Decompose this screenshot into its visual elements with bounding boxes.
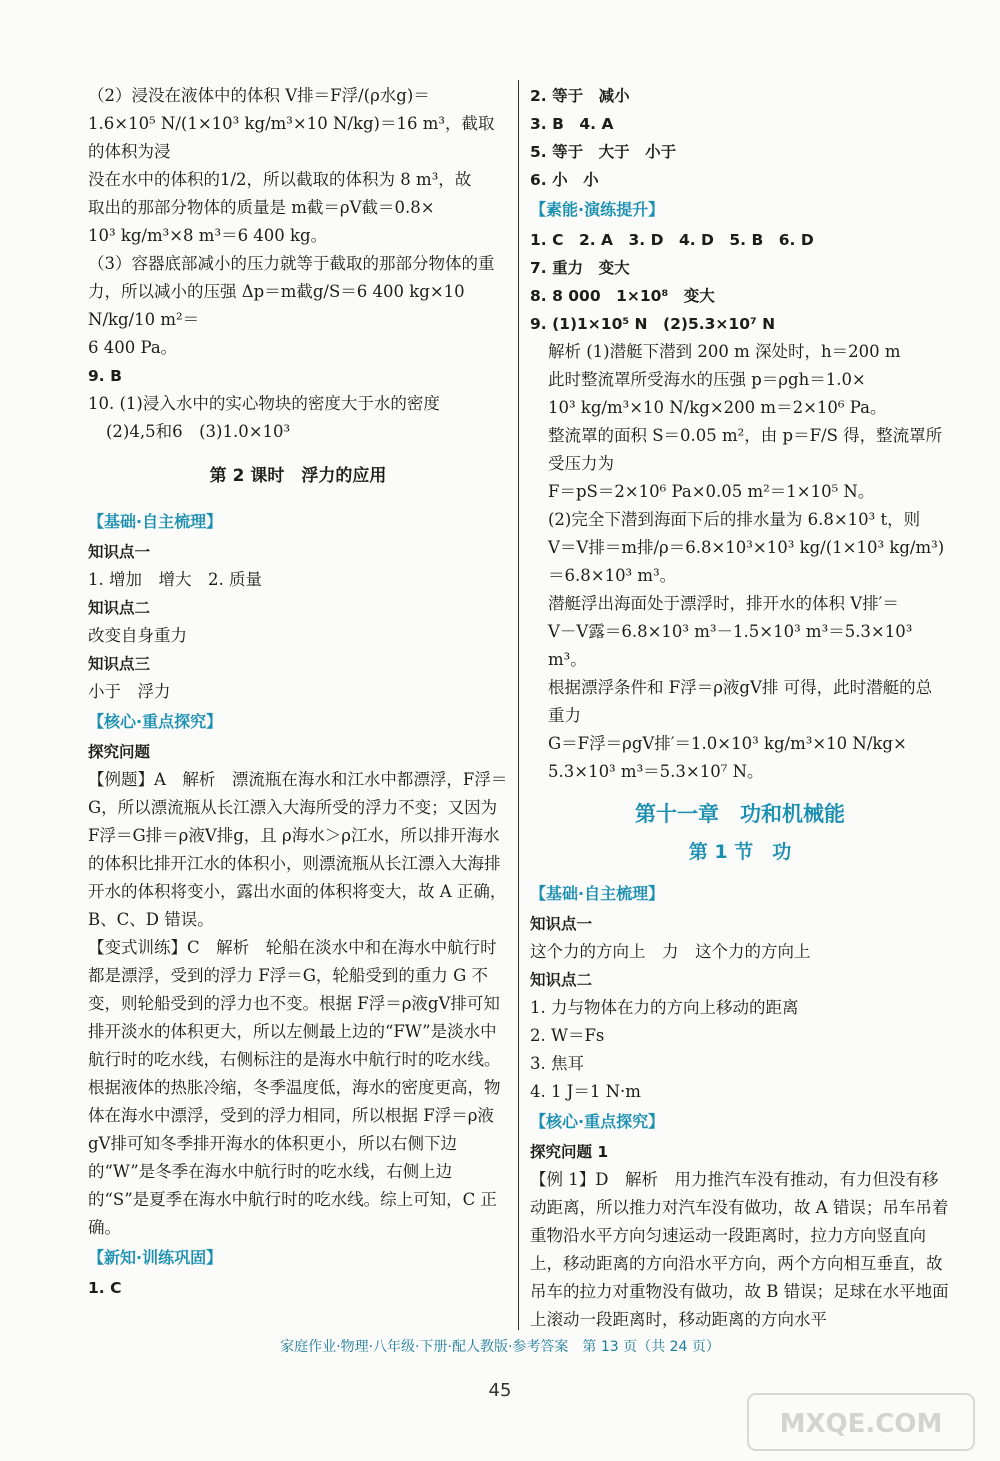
section-heading: 【核心·重点探究】 bbox=[88, 712, 223, 731]
knowledge-point-text: 小于 浮力 bbox=[88, 682, 171, 701]
left-line: 力，所以减小的压强 Δp＝m截g/S＝6 400 kg×10 N/kg/10 m²＝ bbox=[88, 282, 470, 329]
knowledge-point-text: 1. 增加 增大 2. 质量 bbox=[88, 570, 262, 589]
analysis-line: 重力 bbox=[548, 706, 581, 725]
analysis-line: V＝V排＝m排/ρ＝6.8×10³×10³ kg/(1×10³ kg/m³)＝6.8×10³ m³。 bbox=[548, 538, 945, 585]
column-divider bbox=[518, 80, 519, 1330]
knowledge-point-label: 知识点二 bbox=[88, 599, 151, 617]
example-explanation: 【例 1】D 解析 用力推汽车没有推动，有力但没有移动距离，所以推力对汽车没有做功，故 A 错误；吊车吊着重物沿水平方向匀速运动一段距离时，拉力方向竖直向上，移动距离的方向沿水平方向，两个方向相互垂直，故吊车的拉力对重物没有做功，故 B 错误；足球在水平地面上滚动一段距离时，移动距离的方向水平 bbox=[530, 1170, 949, 1329]
analysis-line: 10³ kg/m³×10 N/kg×200 m＝2×10⁶ Pa。 bbox=[548, 398, 887, 417]
example-explanation: 【例题】A 解析 漂流瓶在海水和江水中都漂浮，F浮＝G，所以漂流瓶从长江漂入大海所受的浮力不变；又因为 F浮＝G排＝ρ液V排g，且 ρ海水＞ρ江水，所以排开海水的体积比排开江水的体积小，则漂流瓶从长江漂入大海排开水的体积将变小，露出水面的体积将变大，故 A 正确，B、C、D 错误。 bbox=[88, 770, 508, 929]
analysis-line: F＝pS＝2×10⁶ Pa×0.05 m²＝1×10⁵ N。 bbox=[548, 482, 875, 501]
analysis-line: 潜艇浮出海面处于漂浮时，排开水的体积 V排′＝ bbox=[548, 594, 899, 613]
left-line: （3）容器底部减小的压力就等于截取的那部分物体的重 bbox=[88, 254, 495, 273]
knowledge-point-label: 知识点一 bbox=[530, 915, 593, 933]
watermark-logo bbox=[746, 1392, 976, 1452]
knowledge-point-item: 4. 1 J＝1 N·m bbox=[530, 1082, 641, 1101]
chapter-title: 第十一章 功和机械能 bbox=[635, 802, 845, 826]
answer-line: 7. 重力 变大 bbox=[530, 259, 630, 277]
knowledge-point-item: 3. 焦耳 bbox=[530, 1054, 584, 1073]
analysis-line: (2)完全下潜到海面下后的排水量为 6.8×10³ t，则 bbox=[548, 510, 921, 529]
answer-line: 1. C bbox=[88, 1279, 122, 1297]
section-heading: 【核心·重点探究】 bbox=[530, 1112, 665, 1131]
answer-line: 5. 等于 大于 小于 bbox=[530, 143, 677, 161]
analysis-line: G＝F浮＝ρgV排′＝1.0×10³ kg/m³×10 N/kg× bbox=[548, 734, 907, 753]
lesson-title: 第 2 课时 浮力的应用 bbox=[209, 466, 387, 486]
analysis-line: 解析 (1)潜艇下潜到 200 m 深处时，h＝200 m bbox=[548, 342, 901, 361]
left-line: 没在水中的体积的1/2，所以截取的体积为 8 m³，故 bbox=[88, 170, 472, 189]
knowledge-point-label: 知识点三 bbox=[88, 655, 151, 673]
answer-line: 2. 等于 减小 bbox=[530, 87, 630, 105]
answer-line: 6. 小 小 bbox=[530, 171, 599, 189]
page-number: 45 bbox=[488, 1380, 512, 1401]
left-column bbox=[88, 82, 508, 1302]
answer-line: 9. (1)1×10⁵ N (2)5.3×10⁷ N bbox=[530, 315, 776, 333]
left-line: 1.6×10⁵ N/(1×10³ kg/m³×10 N/kg)＝16 m³，截取的体积为浸 bbox=[88, 114, 495, 161]
variant-explanation: 【变式训练】C 解析 轮船在淡水中和在海水中航行时都是漂浮，受到的浮力 F浮＝G，轮船受到的重力 G 不变，则轮船受到的浮力也不变。根据 F浮＝ρ液gV排可知排开淡水的体积更大，所以左侧最上边的“FW”是淡水中航行时的吃水线，右侧标注的是海水中航行时的吃水线。根据液体的热胀冷缩，冬季温度低，海水的密度更高，物体在海水中漂浮，受到的浮力相同，所以根据 F浮＝ρ液gV排可知冬季排开海水的体积更小，所以右侧下边的“W”是冬季在海水中航行时的吃水线，右侧上边的“S”是夏季在海水中航行时的吃水线。综上可知，C 正确。 bbox=[88, 938, 501, 1237]
left-line: （2）浸没在液体中的体积 V排＝F浮/(ρ水g)＝ bbox=[88, 86, 430, 105]
question-label: 探究问题 1 bbox=[530, 1143, 609, 1161]
answer-9: 9. B bbox=[88, 367, 122, 385]
knowledge-point-text: 改变自身重力 bbox=[88, 626, 187, 645]
question-label: 探究问题 bbox=[88, 743, 151, 761]
left-line: 取出的那部分物体的质量是 m截＝ρV截＝0.8× bbox=[88, 198, 435, 217]
answer-line: 8. 8 000 1×10⁸ 变大 bbox=[530, 287, 715, 305]
knowledge-point-item: 2. W＝Fs bbox=[530, 1026, 605, 1045]
section-heading: 【基础·自主梳理】 bbox=[88, 512, 223, 531]
left-line: 10³ kg/m³×8 m³＝6 400 kg。 bbox=[88, 226, 328, 245]
section-heading: 【新知·训练巩固】 bbox=[88, 1248, 223, 1267]
section-heading: 【基础·自主梳理】 bbox=[530, 884, 665, 903]
answer-10: 10. (1)浸入水中的实心物块的密度大于水的密度 bbox=[88, 394, 440, 413]
analysis-line: 整流罩的面积 S＝0.05 m²，由 p＝F/S 得，整流罩所 bbox=[548, 426, 943, 445]
analysis-line: 此时整流罩所受海水的压强 p＝ρgh＝1.0× bbox=[548, 370, 866, 389]
knowledge-point-item: 1. 力与物体在力的方向上移动的距离 bbox=[530, 998, 799, 1017]
left-line: 6 400 Pa。 bbox=[88, 338, 178, 357]
answer-line: 1. C 2. A 3. D 4. D 5. B 6. D bbox=[530, 231, 814, 249]
analysis-line: 受压力为 bbox=[548, 454, 614, 473]
analysis-line: V－V露＝6.8×10³ m³－1.5×10³ m³＝5.3×10³ m³。 bbox=[548, 622, 918, 669]
answer-10-parts: (2)4,5和6 (3)1.0×10³ bbox=[106, 422, 291, 441]
analysis-line: 根据漂浮条件和 F浮＝ρ液gV排 可得，此时潜艇的总 bbox=[548, 678, 933, 697]
page-footer: 家庭作业·物理·八年级·下册·配人教版·参考答案 第 13 页（共 24 页） bbox=[280, 1339, 720, 1355]
right-column bbox=[530, 82, 950, 1334]
knowledge-point-text: 这个力的方向上 力 这个力的方向上 bbox=[530, 942, 811, 961]
knowledge-point-label: 知识点二 bbox=[530, 971, 593, 989]
section-title: 第 1 节 功 bbox=[688, 841, 792, 863]
knowledge-point-label: 知识点一 bbox=[88, 543, 151, 561]
analysis-line: 5.3×10³ m³＝5.3×10⁷ N。 bbox=[548, 762, 764, 781]
svg-text:MXQE.COM: MXQE.COM bbox=[779, 1409, 943, 1439]
answer-line: 3. B 4. A bbox=[530, 115, 614, 133]
section-heading: 【素能·演练提升】 bbox=[530, 200, 665, 219]
